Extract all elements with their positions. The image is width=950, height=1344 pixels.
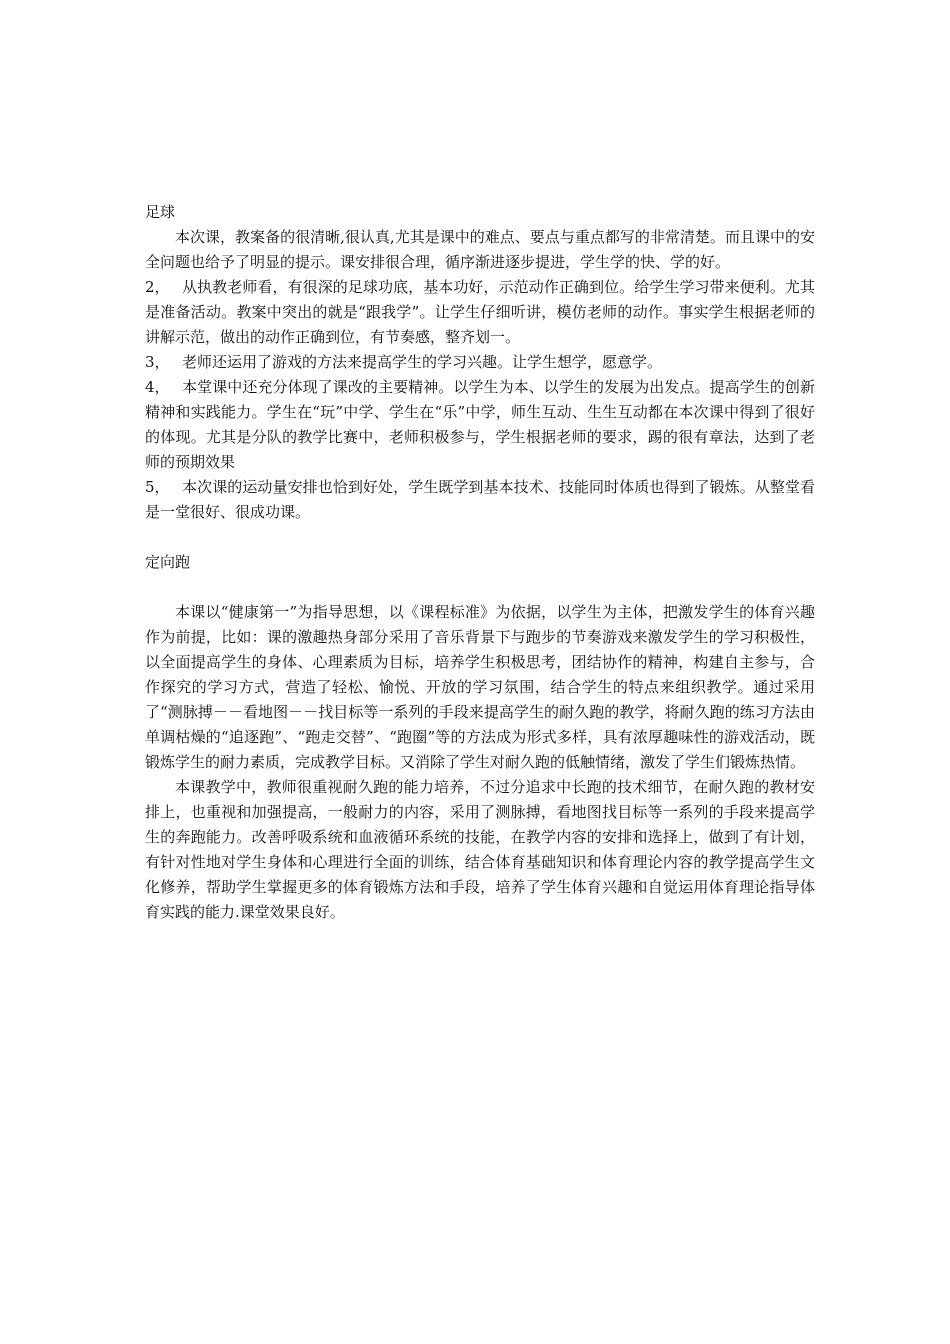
item-text: 从执教老师看，有很深的足球功底，基本功好，示范动作正确到位。给学生学习带来便利。尤其是准备活动。教案中突出的就是“跟我学”。让学生仔细听讲，模仿老师的动作。事实学生根据老师的讲解示范，做出的动作正确到位，有节奏感，整齐划一。 bbox=[145, 278, 815, 346]
item-text: 本次课的运动量安排也恰到好处，学生既学到基本技术、技能同时体质也得到了锻炼。从整堂看是一堂很好、很成功课。 bbox=[145, 478, 815, 521]
item-number: 3， bbox=[145, 353, 170, 371]
item-text: 本堂课中还充分体现了课改的主要精神。以学生为本、以学生的发展为出发点。提高学生的创新精神和实践能力。学生在“玩”中学、学生在“乐”中学，师生互动、生生互动都在本次课中得到了很好的体现。尤其是分队的教学比赛中，老师积极参与，学生根据老师的要求，踢的很有章法，达到了老师的预期效果 bbox=[145, 378, 815, 471]
football-item-4 bbox=[145, 375, 815, 475]
football-item-5 bbox=[145, 475, 815, 525]
spacer bbox=[145, 575, 815, 600]
section-orienteering bbox=[145, 550, 815, 925]
section-title-football: 足球 bbox=[145, 203, 176, 221]
orienteering-paragraph-2: 本课教学中，教师很重视耐久跑的能力培养，不过分追求中长跑的技术细节，在耐久跑的教材安排上，也重视和加强提高，一般耐力的内容，采用了测脉搏，看地图找目标等一系列的手段来提高学生的奔跑能力。改善呼吸系统和血液循环系统的技能，在教学内容的安排和选择上，做到了有计划，有针对性地对学生身体和心理进行全面的训练，结合体育基础知识和体育理论内容的教学提高学生文化修养，帮助学生掌握更多的体育锻炼方法和手段，培养了学生体育兴趣和自觉运用体育理论指导体育实践的能力.课堂效果良好。 bbox=[145, 778, 815, 921]
item-number: 5， bbox=[145, 478, 170, 496]
section-title-orienteering: 定向跑 bbox=[145, 553, 191, 571]
orienteering-paragraph-1: 本课以“健康第一”为指导思想，以《课程标准》为依据，以学生为主体，把激发学生的体育兴趣作为前提，比如：课的激趣热身部分采用了音乐背景下与跑步的节奏游戏来激发学生的学习积极性，以全面提高学生的身体、心理素质为目标，培养学生积极思考，团结协作的精神，构建自主参与，合作探究的学习方式，营造了轻松、愉悦、开放的学习氛围，结合学生的特点来组织教学。通过采用了“测脉搏－－看地图－－找目标等一系列的手段来提高学生的耐久跑的教学，将耐久跑的练习方法由单调枯燥的“追逐跑”、“跑走交替”、“跑圈”等的方法成为形式多样，具有浓厚趣味性的游戏活动，既锻炼学生的耐力素质，完成教学目标。又消除了学生对耐久跑的低触情绪，激发了学生们锻炼热情。 bbox=[145, 603, 815, 771]
football-item-3 bbox=[145, 350, 815, 375]
section-football bbox=[145, 200, 815, 525]
item-text: 老师还运用了游戏的方法来提高学生的学习兴趣。让学生想学，愿意学。 bbox=[182, 353, 663, 371]
football-item-2 bbox=[145, 275, 815, 350]
document-page bbox=[145, 200, 815, 925]
item-number: 4， bbox=[145, 378, 170, 396]
item-number: 2， bbox=[145, 278, 170, 296]
football-intro-paragraph: 本次课，教案备的很清晰,很认真,尤其是课中的难点、要点与重点都写的非常清楚。而且课中的安全问题也给予了明显的提示。课安排很合理，循序渐进逐步提进，学生学的快、学的好。 bbox=[145, 228, 815, 271]
